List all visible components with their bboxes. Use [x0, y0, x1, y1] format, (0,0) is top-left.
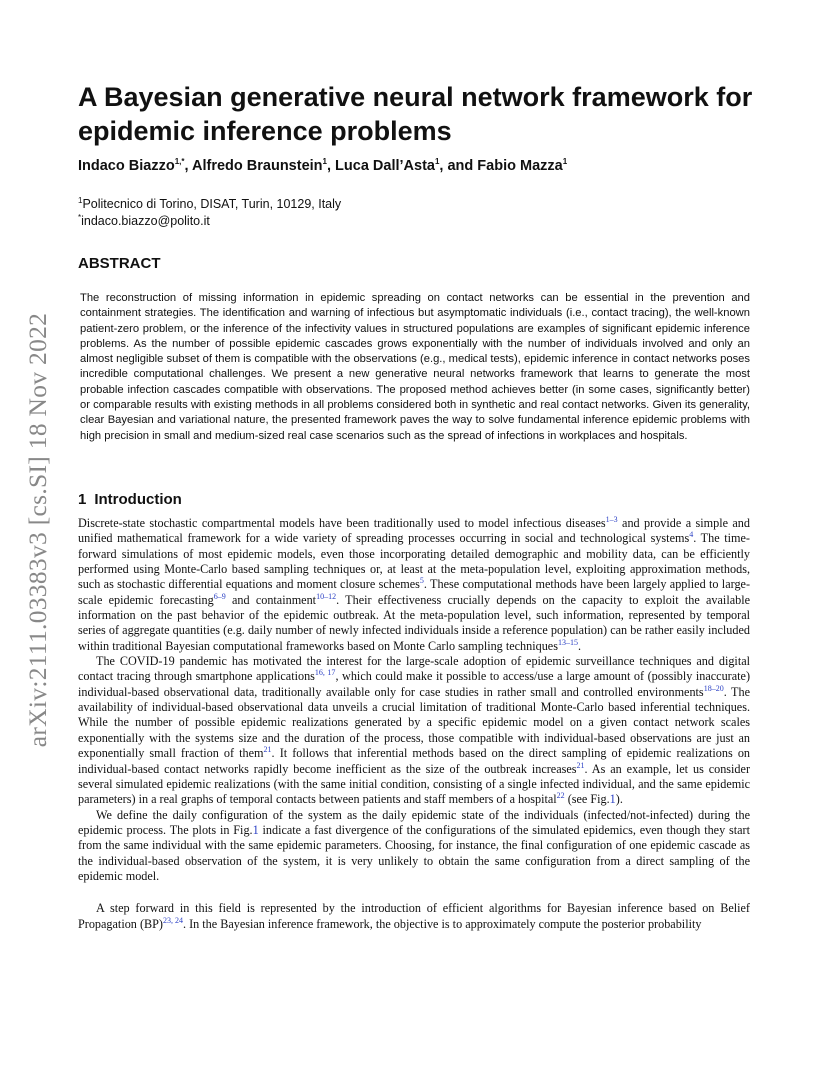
paragraph [78, 516, 750, 654]
affiliation-text: Politecnico di Torino, DISAT, Turin, 10129, Italy [82, 197, 342, 211]
citation-link[interactable]: 23, 24 [162, 915, 183, 925]
figure-ref-link[interactable]: 1 [252, 822, 259, 837]
citation-link[interactable]: 13–15 [557, 637, 578, 647]
author-name: Alfredo Braunstein [192, 158, 323, 174]
text-run: . As an example, let us consider several simulated epidemic realizations (with the same initial condition, consisting of a single infected individual, and the same epidemic parameters) in a real graphs of temporal contacts between patients and staff members of a hospital [78, 761, 750, 807]
text-run: We define the daily configuration of the system as the daily epidemic state of the individuals (infected/not-infected) during the epidemic process. The plots in Fig. [78, 807, 750, 837]
text-run: The COVID-19 pandemic has motivated the interest for the large-scale adoption of epidemic surveillance techniques and digital contact tracing through smartphone applications [78, 654, 750, 684]
section-number: 1 [78, 491, 87, 508]
author-name: Indaco Biazzo [78, 158, 175, 174]
text-run: . It follows that inferential methods based on the direct sampling of epidemic realizations on individual-based contact networks rapidly become inefficient as the size of the outbreak increases [78, 746, 751, 776]
affiliation-mark: 1 [78, 195, 83, 205]
section-heading [78, 491, 190, 508]
text-run: . The availability of individual-based observational data unveils a crucial limitation of traditional Monte-Carlo based inferential techniques. While the number of possible epidemic realizations generated by a specific epidemic model on a given contact network scales exponentially with the systems size and the duration of the process, those compatible with individual-based observations are just an exponentially small fraction of them [78, 684, 751, 761]
author-affil-mark: 1 [562, 157, 568, 167]
text-run: . The time-forward simulations of most epidemic models, even those incorporating detailed demographic and mobility data, can be efficiently performed using Monte-Carlo based sampling techniques or, at least at the meta-population level, exploiting approximation methods, such as stochastic differential equations and moment closure schemes [78, 531, 750, 592]
arxiv-stamp [18, 300, 58, 760]
citation-link[interactable]: 18–20 [703, 683, 724, 693]
body-text [78, 516, 750, 932]
text-run: . [577, 638, 581, 653]
citation-link[interactable]: 1–3 [605, 514, 618, 524]
email-mark: * [78, 212, 82, 222]
email-text[interactable]: indaco.biazzo@polito.it [81, 214, 210, 228]
figure-ref-link[interactable]: 1 [609, 792, 616, 807]
author-affil-mark: 1 [322, 157, 327, 167]
text-run: and provide a simple and unified mathematical framework for a wide variety of spreading processes occurring in social and technological systems [78, 516, 750, 546]
citation-link[interactable]: 16, 17 [314, 668, 336, 678]
text-run: A step forward in this field is represented by the introduction of efficient algorithms for Bayesian inference based on Belief Propagation (BP) [78, 901, 750, 931]
citation-link[interactable]: 5 [419, 576, 424, 586]
citation-link[interactable]: 21 [576, 760, 585, 770]
section-title: Introduction [94, 491, 182, 508]
text-run: , which could make it possible to access/use a large amount of (possibly inaccurate) individual-based observational data, traditionally available only for case studies in rather small and controlled environments [78, 669, 750, 699]
author-list [78, 158, 778, 174]
author-name: Luca Dall’Asta [335, 158, 435, 174]
paragraph [78, 901, 750, 932]
text-run: ). [615, 792, 623, 807]
author-name: Fabio Mazza [477, 158, 563, 174]
text-run: . These computational methods have been largely applied to large-scale epidemic forecasting [78, 577, 751, 607]
author-affil-mark: 1 [434, 157, 440, 167]
text-run: indicate a fast divergence of the configurations of the simulated epidemics, even though they start from the same individual with the same epidemic parameters. Choosing, for instance, the final configuration of one epidemic cascade as the individual-based observation of the system, it is very unlikely to obtain the same configuration from a direct sampling of the epidemic model. [78, 822, 750, 883]
citation-link[interactable]: 22 [556, 791, 565, 801]
citation-link[interactable]: 10–12 [316, 591, 337, 601]
author-separator: , and [439, 158, 478, 174]
arxiv-stamp-text: arXiv:2111.03383v3 [cs.SI] 18 Nov 2022 [23, 312, 52, 748]
citation-link[interactable]: 21 [263, 745, 272, 755]
paragraph [78, 808, 750, 885]
text-run: Discrete-state stochastic compartmental models have been traditionally used to model infectious diseases [78, 516, 606, 530]
abstract-heading: ABSTRACT [78, 255, 161, 272]
text-run: and containment [225, 592, 317, 607]
corresponding-email [78, 214, 210, 228]
author-separator: , [184, 158, 193, 174]
paragraph [78, 654, 750, 807]
text-run: . In the Bayesian inference framework, the objective is to approximately compute the posterior probability [182, 916, 702, 931]
citation-link[interactable]: 4 [689, 530, 694, 540]
text-run: . Their effectiveness crucially depends on the capacity to exploit the available information on the past behavior of the epidemic outbreak. At the meta-population level, such information, represented by temporal series of aggregate quantities (e.g. daily number of newly infected individuals inside a reference population) can be rather easily included within traditional Bayesian computational frameworks based on Monte Carlo sampling techniques [78, 592, 751, 653]
affiliation [78, 197, 341, 211]
text-run: (see Fig. [564, 792, 610, 807]
citation-link[interactable]: 6–9 [213, 591, 226, 601]
abstract-text: The reconstruction of missing information in epidemic spreading on contact networks can be essential in the prevention and containment strategies. The identification and warning of infectious but asymptomatic individuals (i.e., contact tracing), the well-known patient-zero problem, or the inference of the infectivity values in structured populations are examples of significant epidemic inference problems. As the number of possible epidemic cascades grows exponentially with the number of individuals involved and only an almost negligible subset of them is compatible with the observations (e.g., medical tests), epidemic inference in contact networks poses incredible computational challenges. We present a new generative neural networks framework that learns to generate the most probable infection cascades compatible with observations. The proposed method achieves better (in some cases, significantly better) or comparable results with existing methods in all problems considered both in synthetic and real contact networks. Given its generality, clear Bayesian and variational nature, the presented framework paves the way to solve fundamental inference epidemic problems with high precision in small and medium-sized real case scenarios such as the spread of infections in workplaces and hospitals. [80, 292, 750, 442]
author-affil-mark: 1,* [174, 157, 185, 167]
paper-title: A Bayesian generative neural network framework for epidemic inference problems [78, 82, 753, 146]
author-separator: , [326, 158, 336, 174]
